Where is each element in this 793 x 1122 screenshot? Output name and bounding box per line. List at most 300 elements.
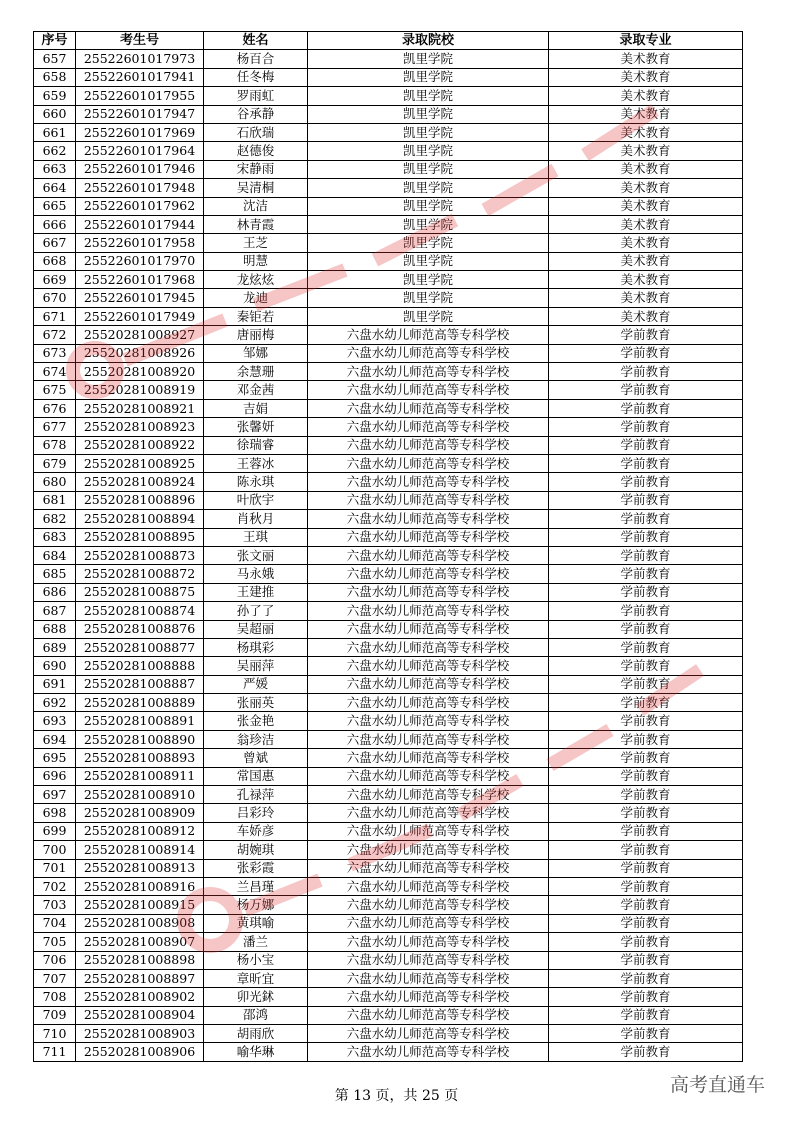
cell-exam-number: 25520281008915 xyxy=(76,896,204,914)
cell-exam-number: 25520281008903 xyxy=(76,1025,204,1043)
table-row xyxy=(34,620,743,638)
cell-name: 张彩霞 xyxy=(204,859,308,877)
cell-name: 沈洁 xyxy=(204,197,308,215)
cell-major: 学前教育 xyxy=(549,436,743,454)
cell-school: 六盘水幼儿师范高等专科学校 xyxy=(308,933,549,951)
cell-exam-number: 25520281008872 xyxy=(76,565,204,583)
cell-index: 669 xyxy=(34,271,76,289)
cell-index: 658 xyxy=(34,68,76,86)
cell-exam-number: 25522601017945 xyxy=(76,289,204,307)
cell-index: 706 xyxy=(34,951,76,969)
table-row xyxy=(34,822,743,840)
cell-school: 六盘水幼儿师范高等专科学校 xyxy=(308,638,549,656)
cell-major: 学前教育 xyxy=(549,638,743,656)
header-index: 序号 xyxy=(34,32,76,50)
cell-index: 666 xyxy=(34,215,76,233)
cell-major: 学前教育 xyxy=(549,767,743,785)
cell-school: 凯里学院 xyxy=(308,123,549,141)
cell-index: 701 xyxy=(34,859,76,877)
cell-index: 702 xyxy=(34,877,76,895)
cell-school: 六盘水幼儿师范高等专科学校 xyxy=(308,694,549,712)
cell-exam-number: 25520281008877 xyxy=(76,638,204,656)
cell-major: 美术教育 xyxy=(549,271,743,289)
cell-name: 龙迪 xyxy=(204,289,308,307)
table-row xyxy=(34,914,743,932)
cell-exam-number: 25520281008925 xyxy=(76,454,204,472)
cell-name: 杨百合 xyxy=(204,50,308,68)
cell-exam-number: 25520281008924 xyxy=(76,473,204,491)
table-row xyxy=(34,694,743,712)
cell-school: 凯里学院 xyxy=(308,68,549,86)
cell-name: 邓金茜 xyxy=(204,381,308,399)
cell-name: 常国惠 xyxy=(204,767,308,785)
cell-index: 693 xyxy=(34,712,76,730)
cell-index: 662 xyxy=(34,142,76,160)
table-row xyxy=(34,804,743,822)
cell-index: 698 xyxy=(34,804,76,822)
cell-name: 吴丽萍 xyxy=(204,657,308,675)
cell-index: 711 xyxy=(34,1043,76,1061)
cell-school: 凯里学院 xyxy=(308,142,549,160)
cell-exam-number: 25520281008916 xyxy=(76,877,204,895)
cell-exam-number: 25522601017973 xyxy=(76,50,204,68)
cell-exam-number: 25520281008911 xyxy=(76,767,204,785)
table-row xyxy=(34,969,743,987)
cell-major: 美术教育 xyxy=(549,307,743,325)
cell-name: 明慧 xyxy=(204,252,308,270)
table-row xyxy=(34,933,743,951)
cell-exam-number: 25522601017968 xyxy=(76,271,204,289)
table-row xyxy=(34,123,743,141)
cell-name: 马永娥 xyxy=(204,565,308,583)
cell-major: 美术教育 xyxy=(549,105,743,123)
cell-school: 凯里学院 xyxy=(308,307,549,325)
cell-index: 692 xyxy=(34,694,76,712)
cell-name: 任冬梅 xyxy=(204,68,308,86)
cell-school: 六盘水幼儿师范高等专科学校 xyxy=(308,786,549,804)
cell-major: 美术教育 xyxy=(549,197,743,215)
cell-major: 学前教育 xyxy=(549,546,743,564)
cell-exam-number: 25520281008909 xyxy=(76,804,204,822)
cell-major: 学前教育 xyxy=(549,675,743,693)
table-row xyxy=(34,160,743,178)
cell-major: 学前教育 xyxy=(549,1043,743,1061)
cell-major: 学前教育 xyxy=(549,951,743,969)
cell-school: 六盘水幼儿师范高等专科学校 xyxy=(308,1006,549,1024)
cell-name: 吴超丽 xyxy=(204,620,308,638)
cell-exam-number: 25520281008876 xyxy=(76,620,204,638)
cell-major: 学前教育 xyxy=(549,418,743,436)
cell-index: 699 xyxy=(34,822,76,840)
cell-exam-number: 25520281008926 xyxy=(76,344,204,362)
table-row xyxy=(34,988,743,1006)
cell-school: 六盘水幼儿师范高等专科学校 xyxy=(308,454,549,472)
cell-index: 697 xyxy=(34,786,76,804)
cell-exam-number: 25520281008913 xyxy=(76,859,204,877)
cell-index: 700 xyxy=(34,841,76,859)
cell-name: 吴清桐 xyxy=(204,179,308,197)
cell-school: 六盘水幼儿师范高等专科学校 xyxy=(308,620,549,638)
cell-major: 美术教育 xyxy=(549,289,743,307)
cell-index: 709 xyxy=(34,1006,76,1024)
cell-exam-number: 25520281008897 xyxy=(76,969,204,987)
table-row xyxy=(34,68,743,86)
cell-exam-number: 25520281008891 xyxy=(76,712,204,730)
cell-school: 凯里学院 xyxy=(308,105,549,123)
cell-name: 唐丽梅 xyxy=(204,326,308,344)
table-row xyxy=(34,638,743,656)
cell-major: 学前教育 xyxy=(549,712,743,730)
cell-index: 667 xyxy=(34,234,76,252)
table-row xyxy=(34,1025,743,1043)
cell-major: 美术教育 xyxy=(549,160,743,178)
cell-major: 美术教育 xyxy=(549,50,743,68)
table-row xyxy=(34,289,743,307)
cell-major: 美术教育 xyxy=(549,142,743,160)
cell-exam-number: 25520281008888 xyxy=(76,657,204,675)
table-row xyxy=(34,142,743,160)
cell-index: 680 xyxy=(34,473,76,491)
cell-major: 学前教育 xyxy=(549,399,743,417)
cell-name: 罗雨虹 xyxy=(204,87,308,105)
cell-index: 695 xyxy=(34,749,76,767)
cell-school: 六盘水幼儿师范高等专科学校 xyxy=(308,546,549,564)
cell-school: 六盘水幼儿师范高等专科学校 xyxy=(308,675,549,693)
table-row xyxy=(34,234,743,252)
cell-school: 六盘水幼儿师范高等专科学校 xyxy=(308,859,549,877)
cell-major: 学前教育 xyxy=(549,694,743,712)
table-row xyxy=(34,730,743,748)
cell-index: 694 xyxy=(34,730,76,748)
cell-major: 学前教育 xyxy=(549,344,743,362)
cell-index: 704 xyxy=(34,914,76,932)
cell-exam-number: 25520281008922 xyxy=(76,436,204,454)
cell-index: 681 xyxy=(34,491,76,509)
table-row xyxy=(34,252,743,270)
cell-school: 六盘水幼儿师范高等专科学校 xyxy=(308,969,549,987)
table-row xyxy=(34,473,743,491)
table-row xyxy=(34,602,743,620)
header-name: 姓名 xyxy=(204,32,308,50)
cell-exam-number: 25520281008887 xyxy=(76,675,204,693)
cell-major: 学前教育 xyxy=(549,602,743,620)
cell-name: 张文丽 xyxy=(204,546,308,564)
cell-exam-number: 25522601017970 xyxy=(76,252,204,270)
cell-major: 学前教育 xyxy=(549,657,743,675)
cell-name: 邹娜 xyxy=(204,344,308,362)
cell-major: 美术教育 xyxy=(549,123,743,141)
cell-school: 六盘水幼儿师范高等专科学校 xyxy=(308,877,549,895)
cell-exam-number: 25520281008902 xyxy=(76,988,204,1006)
table-row xyxy=(34,344,743,362)
cell-name: 翁珍洁 xyxy=(204,730,308,748)
cell-index: 678 xyxy=(34,436,76,454)
cell-school: 六盘水幼儿师范高等专科学校 xyxy=(308,730,549,748)
table-body xyxy=(34,50,743,1061)
cell-major: 学前教育 xyxy=(549,914,743,932)
cell-exam-number: 25522601017948 xyxy=(76,179,204,197)
cell-name: 卯光鉥 xyxy=(204,988,308,1006)
cell-major: 学前教育 xyxy=(549,528,743,546)
cell-name: 张金艳 xyxy=(204,712,308,730)
cell-major: 学前教育 xyxy=(549,620,743,638)
cell-exam-number: 25520281008875 xyxy=(76,583,204,601)
cell-exam-number: 25520281008889 xyxy=(76,694,204,712)
cell-index: 670 xyxy=(34,289,76,307)
cell-exam-number: 25522601017955 xyxy=(76,87,204,105)
cell-index: 691 xyxy=(34,675,76,693)
cell-name: 王琪 xyxy=(204,528,308,546)
cell-index: 663 xyxy=(34,160,76,178)
cell-exam-number: 25522601017946 xyxy=(76,160,204,178)
table-row xyxy=(34,381,743,399)
cell-exam-number: 25520281008906 xyxy=(76,1043,204,1061)
cell-index: 682 xyxy=(34,510,76,528)
table-row xyxy=(34,877,743,895)
cell-index: 664 xyxy=(34,179,76,197)
cell-name: 黄琪喻 xyxy=(204,914,308,932)
cell-exam-number: 25522601017962 xyxy=(76,197,204,215)
table-row xyxy=(34,326,743,344)
cell-index: 708 xyxy=(34,988,76,1006)
cell-school: 凯里学院 xyxy=(308,215,549,233)
cell-major: 学前教育 xyxy=(549,786,743,804)
cell-index: 665 xyxy=(34,197,76,215)
cell-major: 美术教育 xyxy=(549,179,743,197)
table-row xyxy=(34,767,743,785)
cell-index: 674 xyxy=(34,363,76,381)
table-row xyxy=(34,528,743,546)
table-row xyxy=(34,546,743,564)
cell-school: 六盘水幼儿师范高等专科学校 xyxy=(308,749,549,767)
table-row xyxy=(34,896,743,914)
cell-name: 严媛 xyxy=(204,675,308,693)
cell-school: 六盘水幼儿师范高等专科学校 xyxy=(308,822,549,840)
cell-exam-number: 25522601017941 xyxy=(76,68,204,86)
cell-name: 喻华琳 xyxy=(204,1043,308,1061)
cell-major: 学前教育 xyxy=(549,730,743,748)
cell-index: 672 xyxy=(34,326,76,344)
cell-school: 六盘水幼儿师范高等专科学校 xyxy=(308,712,549,730)
cell-name: 兰昌瑾 xyxy=(204,877,308,895)
cell-school: 六盘水幼儿师范高等专科学校 xyxy=(308,565,549,583)
table-row xyxy=(34,271,743,289)
cell-major: 学前教育 xyxy=(549,969,743,987)
cell-exam-number: 25522601017964 xyxy=(76,142,204,160)
cell-exam-number: 25520281008912 xyxy=(76,822,204,840)
cell-major: 学前教育 xyxy=(549,822,743,840)
table-row xyxy=(34,565,743,583)
cell-name: 张馨妍 xyxy=(204,418,308,436)
cell-major: 学前教育 xyxy=(549,877,743,895)
cell-exam-number: 25520281008904 xyxy=(76,1006,204,1024)
cell-name: 王蓉冰 xyxy=(204,454,308,472)
cell-school: 六盘水幼儿师范高等专科学校 xyxy=(308,1025,549,1043)
cell-exam-number: 25522601017944 xyxy=(76,215,204,233)
cell-exam-number: 25520281008921 xyxy=(76,399,204,417)
cell-index: 684 xyxy=(34,546,76,564)
cell-school: 凯里学院 xyxy=(308,160,549,178)
table-row xyxy=(34,859,743,877)
header-major: 录取专业 xyxy=(549,32,743,50)
table-row xyxy=(34,197,743,215)
cell-major: 学前教育 xyxy=(549,454,743,472)
cell-name: 曾斌 xyxy=(204,749,308,767)
cell-name: 叶欣宇 xyxy=(204,491,308,509)
cell-major: 学前教育 xyxy=(549,749,743,767)
cell-exam-number: 25520281008895 xyxy=(76,528,204,546)
cell-school: 六盘水幼儿师范高等专科学校 xyxy=(308,1043,549,1061)
header-exam-number: 考生号 xyxy=(76,32,204,50)
cell-name: 龙炫炫 xyxy=(204,271,308,289)
cell-index: 676 xyxy=(34,399,76,417)
cell-index: 657 xyxy=(34,50,76,68)
cell-school: 六盘水幼儿师范高等专科学校 xyxy=(308,399,549,417)
cell-exam-number: 25522601017947 xyxy=(76,105,204,123)
cell-major: 学前教育 xyxy=(549,326,743,344)
cell-index: 703 xyxy=(34,896,76,914)
table-row xyxy=(34,87,743,105)
cell-school: 六盘水幼儿师范高等专科学校 xyxy=(308,988,549,1006)
cell-name: 杨琪彩 xyxy=(204,638,308,656)
cell-exam-number: 25520281008908 xyxy=(76,914,204,932)
cell-index: 673 xyxy=(34,344,76,362)
cell-index: 675 xyxy=(34,381,76,399)
cell-major: 学前教育 xyxy=(549,1025,743,1043)
table-row xyxy=(34,786,743,804)
cell-name: 秦钜若 xyxy=(204,307,308,325)
table-row xyxy=(34,307,743,325)
table-row xyxy=(34,1006,743,1024)
cell-name: 车娇彦 xyxy=(204,822,308,840)
cell-name: 徐瑞睿 xyxy=(204,436,308,454)
cell-index: 679 xyxy=(34,454,76,472)
cell-school: 凯里学院 xyxy=(308,234,549,252)
cell-school: 凯里学院 xyxy=(308,179,549,197)
table-row xyxy=(34,657,743,675)
cell-school: 凯里学院 xyxy=(308,197,549,215)
table-row xyxy=(34,951,743,969)
cell-major: 美术教育 xyxy=(549,234,743,252)
cell-index: 677 xyxy=(34,418,76,436)
cell-major: 学前教育 xyxy=(549,363,743,381)
table-row xyxy=(34,105,743,123)
cell-index: 659 xyxy=(34,87,76,105)
cell-school: 凯里学院 xyxy=(308,87,549,105)
cell-school: 凯里学院 xyxy=(308,50,549,68)
table-header-row xyxy=(34,32,743,50)
table-row xyxy=(34,675,743,693)
cell-name: 章昕宜 xyxy=(204,969,308,987)
table-row xyxy=(34,454,743,472)
table-row xyxy=(34,749,743,767)
cell-school: 六盘水幼儿师范高等专科学校 xyxy=(308,804,549,822)
cell-school: 六盘水幼儿师范高等专科学校 xyxy=(308,914,549,932)
cell-school: 六盘水幼儿师范高等专科学校 xyxy=(308,326,549,344)
cell-school: 六盘水幼儿师范高等专科学校 xyxy=(308,841,549,859)
admission-table xyxy=(33,31,743,1062)
cell-index: 689 xyxy=(34,638,76,656)
cell-index: 686 xyxy=(34,583,76,601)
cell-major: 学前教育 xyxy=(549,1006,743,1024)
cell-name: 陈永琪 xyxy=(204,473,308,491)
cell-index: 710 xyxy=(34,1025,76,1043)
table-row xyxy=(34,510,743,528)
cell-name: 邵鸿 xyxy=(204,1006,308,1024)
cell-exam-number: 25520281008919 xyxy=(76,381,204,399)
cell-index: 668 xyxy=(34,252,76,270)
cell-exam-number: 25520281008927 xyxy=(76,326,204,344)
table-row xyxy=(34,363,743,381)
cell-school: 六盘水幼儿师范高等专科学校 xyxy=(308,528,549,546)
cell-index: 683 xyxy=(34,528,76,546)
cell-school: 六盘水幼儿师范高等专科学校 xyxy=(308,344,549,362)
cell-exam-number: 25520281008920 xyxy=(76,363,204,381)
cell-major: 美术教育 xyxy=(549,87,743,105)
cell-exam-number: 25520281008914 xyxy=(76,841,204,859)
page-number: 第 13 页，共 25 页 xyxy=(334,1088,459,1104)
cell-exam-number: 25520281008898 xyxy=(76,951,204,969)
cell-school: 六盘水幼儿师范高等专科学校 xyxy=(308,473,549,491)
cell-index: 687 xyxy=(34,602,76,620)
cell-school: 六盘水幼儿师范高等专科学校 xyxy=(308,491,549,509)
cell-major: 学前教育 xyxy=(549,381,743,399)
table-row xyxy=(34,436,743,454)
cell-exam-number: 25522601017969 xyxy=(76,123,204,141)
cell-name: 林青霞 xyxy=(204,215,308,233)
cell-exam-number: 25520281008893 xyxy=(76,749,204,767)
cell-index: 671 xyxy=(34,307,76,325)
cell-school: 六盘水幼儿师范高等专科学校 xyxy=(308,381,549,399)
cell-school: 六盘水幼儿师范高等专科学校 xyxy=(308,418,549,436)
cell-major: 学前教育 xyxy=(549,491,743,509)
cell-exam-number: 25522601017958 xyxy=(76,234,204,252)
table-row xyxy=(34,583,743,601)
cell-name: 吉娟 xyxy=(204,399,308,417)
cell-major: 学前教育 xyxy=(549,988,743,1006)
cell-exam-number: 25520281008890 xyxy=(76,730,204,748)
cell-major: 学前教育 xyxy=(549,583,743,601)
cell-name: 吕彩玲 xyxy=(204,804,308,822)
cell-exam-number: 25520281008873 xyxy=(76,546,204,564)
cell-name: 石欣瑞 xyxy=(204,123,308,141)
cell-index: 705 xyxy=(34,933,76,951)
cell-school: 六盘水幼儿师范高等专科学校 xyxy=(308,896,549,914)
cell-exam-number: 25520281008874 xyxy=(76,602,204,620)
cell-index: 696 xyxy=(34,767,76,785)
table-row xyxy=(34,418,743,436)
cell-major: 学前教育 xyxy=(549,859,743,877)
table-row xyxy=(34,841,743,859)
cell-school: 凯里学院 xyxy=(308,271,549,289)
cell-exam-number: 25520281008923 xyxy=(76,418,204,436)
cell-school: 六盘水幼儿师范高等专科学校 xyxy=(308,510,549,528)
cell-major: 学前教育 xyxy=(549,841,743,859)
table-row xyxy=(34,215,743,233)
table-row xyxy=(34,712,743,730)
cell-index: 707 xyxy=(34,969,76,987)
cell-major: 学前教育 xyxy=(549,896,743,914)
cell-major: 美术教育 xyxy=(549,252,743,270)
cell-school: 凯里学院 xyxy=(308,252,549,270)
cell-index: 685 xyxy=(34,565,76,583)
cell-school: 六盘水幼儿师范高等专科学校 xyxy=(308,951,549,969)
cell-name: 余慧珊 xyxy=(204,363,308,381)
cell-major: 学前教育 xyxy=(549,804,743,822)
cell-name: 王建推 xyxy=(204,583,308,601)
cell-name: 谷承静 xyxy=(204,105,308,123)
cell-name: 肖秋月 xyxy=(204,510,308,528)
